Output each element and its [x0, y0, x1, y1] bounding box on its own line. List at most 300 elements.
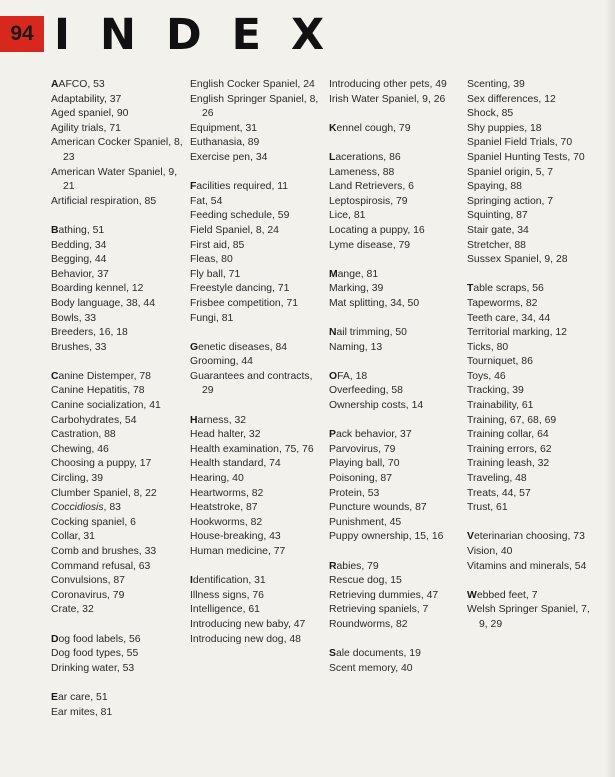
index-entry: [51, 603, 183, 618]
index-entry-text: Bedding, 34: [51, 239, 107, 251]
index-entry: [329, 93, 461, 108]
index-entry-text: Sussex Spaniel, 9, 28: [467, 254, 568, 266]
index-entry: [51, 93, 183, 108]
index-entry: [467, 560, 599, 575]
section-spacer: [190, 326, 322, 341]
index-entry: [190, 589, 322, 604]
index-entry: [190, 428, 322, 443]
index-entry-text: Brushes, 33: [51, 341, 107, 353]
section-initial-letter: H: [190, 414, 198, 426]
index-entry-text: acerations, 86: [335, 151, 401, 163]
section-spacer: [190, 399, 322, 414]
index-entry-text: Puncture wounds, 87: [329, 502, 427, 514]
index-entry-text: Playing ball, 70: [329, 458, 400, 470]
section-initial-letter: A: [51, 79, 59, 90]
index-entry: [467, 282, 599, 297]
page-number: 94: [0, 16, 44, 52]
index-entry: [329, 472, 461, 487]
index-entry: [51, 312, 183, 327]
index-entry-text: Fat, 54: [190, 195, 223, 207]
index-entry-text: Canine Hepatitis, 78: [51, 385, 145, 397]
index-entry-text: Canine socialization, 41: [51, 400, 161, 412]
index-entry: [51, 647, 183, 662]
index-entry-text: Drinking water, 53: [51, 662, 135, 674]
index-entry-text: Frisbee competition, 71: [190, 297, 299, 309]
index-entry: [51, 78, 183, 93]
index-entry: [190, 136, 322, 151]
index-entry-text: Chewing, 46: [51, 443, 109, 455]
index-entry-text: Springing action, 7: [467, 195, 554, 207]
index-entry-text: Vitamins and minerals, 54: [467, 560, 587, 572]
index-entry-text: Ticks, 80: [467, 341, 509, 353]
index-entry-text: Grooming, 44: [190, 356, 253, 368]
index-entry-text: Begging, 44: [51, 254, 107, 266]
index-entry-text: Territorial marking, 12: [467, 327, 567, 339]
index-entry: [329, 209, 461, 224]
index-entry: [51, 589, 183, 604]
index-entry-text: Heatstroke, 87: [190, 502, 258, 514]
index-entry: [329, 443, 461, 458]
index-entry: [51, 326, 183, 341]
section-initial-letter: N: [329, 327, 337, 339]
index-entry-text: ennel cough, 79: [336, 122, 411, 134]
index-entry: [467, 370, 599, 385]
index-column-3: [329, 78, 461, 676]
index-entry: [467, 487, 599, 502]
index-entry-text: Heartworms, 82: [190, 487, 264, 499]
index-entry: [329, 501, 461, 516]
index-entry-text: Marking, 39: [329, 283, 384, 295]
index-entry: [467, 472, 599, 487]
index-entry-text: Spaniel Hunting Tests, 70: [467, 151, 585, 163]
index-entry-text: Artificial respiration, 85: [51, 195, 157, 207]
index-entry-text: Training, 67, 68, 69: [467, 414, 557, 426]
index-entry-text: Fungi, 81: [190, 312, 234, 324]
index-entry: [329, 282, 461, 297]
index-entry: [467, 209, 599, 224]
index-entry-text: Trust, 61: [467, 502, 508, 514]
section-initial-letter: C: [51, 370, 59, 382]
index-entry: [51, 706, 183, 721]
section-initial-letter: F: [190, 181, 197, 193]
index-entry-text: eterinarian choosing, 73: [473, 531, 585, 543]
index-entry: [329, 268, 461, 283]
index-entry: [51, 472, 183, 487]
index-column-1: [51, 78, 183, 720]
index-entry: [51, 224, 183, 239]
index-entry: [190, 457, 322, 472]
section-initial-letter: S: [329, 648, 336, 660]
index-entry: [51, 239, 183, 254]
index-entry-text: Stretcher, 88: [467, 239, 526, 251]
section-spacer: [329, 312, 461, 327]
index-entry: [190, 618, 322, 633]
index-entry-text: Body language, 38, 44: [51, 297, 155, 309]
index-entry-text: Land Retrievers, 6: [329, 181, 414, 193]
index-entry: [467, 341, 599, 356]
index-entry: [329, 647, 461, 662]
index-entry: [51, 370, 183, 385]
index-entry-text: Spaying, 88: [467, 181, 522, 193]
index-entry-text: Overfeeding, 58: [329, 385, 403, 397]
index-entry-text: Squinting, 87: [467, 210, 528, 222]
index-entry: [467, 414, 599, 429]
index-entry-text: English Springer Spaniel, 8, 26: [190, 93, 319, 120]
index-entry: [190, 443, 322, 458]
index-entry-text: ar care, 51: [57, 691, 108, 703]
index-entry-text: Lice, 81: [329, 210, 366, 222]
index-entry: [51, 107, 183, 122]
index-entry-text: athing, 51: [58, 224, 105, 236]
index-entry-text: Aged spaniel, 90: [51, 108, 129, 120]
index-entry: [329, 428, 461, 443]
index-entry-text: Spaniel origin, 5, 7: [467, 166, 554, 178]
index-entry: [467, 457, 599, 472]
index-entry-text: Head halter, 32: [190, 429, 261, 441]
index-entry-text: Hookworms, 82: [190, 516, 263, 528]
index-entry-text: Bowls, 33: [51, 312, 97, 324]
index-entry: [467, 428, 599, 443]
section-spacer: [467, 516, 599, 531]
index-entry-text: Hearing, 40: [190, 473, 244, 485]
index-entry: [51, 560, 183, 575]
index-entry-text: Traveling, 48: [467, 473, 527, 485]
index-entry: [190, 224, 322, 239]
index-entry: [467, 151, 599, 166]
index-entry-text: Lameness, 88: [329, 166, 395, 178]
section-spacer: [329, 107, 461, 122]
section-spacer: [190, 166, 322, 181]
index-entry-text: ebbed feet, 7: [476, 589, 538, 601]
index-entry-text: First aid, 85: [190, 239, 245, 251]
index-entry: [51, 662, 183, 677]
index-entry: [329, 166, 461, 181]
index-entry: [190, 282, 322, 297]
index-entry-text: Comb and brushes, 33: [51, 546, 157, 557]
index-entry-text: Carbohydrates, 54: [51, 414, 137, 426]
index-entry-text: Agility trials, 71: [51, 122, 121, 134]
index-entry: [51, 195, 183, 210]
index-entry-text: ange, 81: [337, 268, 379, 280]
index-entry: [329, 78, 461, 93]
page-gutter-shadow: [605, 0, 615, 777]
index-entry: [467, 224, 599, 239]
index-entry-text: Feeding schedule, 59: [190, 210, 290, 222]
index-entry: [329, 516, 461, 531]
index-entry-text: Collar, 31: [51, 531, 95, 543]
section-spacer: [51, 618, 183, 633]
index-entry: [51, 545, 183, 560]
index-entry: [190, 545, 322, 560]
index-entry: [51, 136, 183, 165]
index-entry: [467, 545, 599, 560]
index-entry: [190, 253, 322, 268]
index-entry: [190, 516, 322, 531]
index-entry-pages: , 83: [103, 502, 121, 514]
index-entry-text: Convulsions, 87: [51, 575, 125, 587]
index-entry: [190, 151, 322, 166]
index-entry-text: able scraps, 56: [473, 283, 544, 295]
index-entry: [329, 370, 461, 385]
index-entry-text: arness, 32: [197, 414, 247, 426]
index-entry: [467, 326, 599, 341]
index-entry: [467, 399, 599, 414]
index-entry-text: Tourniquet, 86: [467, 356, 533, 368]
index-entry: [190, 633, 322, 648]
index-entry-text: Poisoning, 87: [329, 473, 392, 485]
index-entry: [190, 195, 322, 210]
index-entry-text: English Cocker Spaniel, 24: [190, 79, 315, 90]
section-initial-letter: W: [467, 589, 477, 601]
index-entry-text: House-breaking, 43: [190, 531, 281, 543]
index-entry-text: Retrieving spaniels, 7: [329, 604, 429, 616]
index-entry-text: Command refusal, 63: [51, 560, 151, 572]
index-entry-text: Naming, 13: [329, 341, 383, 353]
section-initial-letter: B: [51, 224, 59, 236]
index-entry: [329, 341, 461, 356]
index-entry-text: American Water Spaniel, 9, 21: [51, 166, 178, 193]
index-entry-text: Mat splitting, 34, 50: [329, 297, 420, 309]
index-entry: [51, 428, 183, 443]
index-entry: [329, 224, 461, 239]
index-entry-text: Introducing other pets, 49: [329, 79, 447, 90]
section-spacer: [190, 560, 322, 575]
index-entry-text: Tracking, 39: [467, 385, 524, 397]
index-entry-text: Coronavirus, 79: [51, 589, 125, 601]
index-entry-text: Adaptability, 37: [51, 93, 122, 105]
index-entry: [329, 603, 461, 618]
section-spacer: [51, 209, 183, 224]
index-entry: [51, 487, 183, 502]
index-entry-text: Shy puppies, 18: [467, 122, 542, 134]
section-initial-letter: M: [329, 268, 338, 280]
index-entry-text: Protein, 53: [329, 487, 380, 499]
index-entry-text: Parvovirus, 79: [329, 443, 396, 455]
index-entry-text: Guarantees and contracts, 29: [190, 370, 313, 397]
index-entry: [329, 399, 461, 414]
index-entry-text: og food labels, 56: [58, 633, 141, 645]
index-entry-text: AFCO, 53: [58, 79, 105, 90]
index-entry-text: Treats, 44, 57: [467, 487, 531, 499]
index-entry: [190, 487, 322, 502]
index-entry: [51, 297, 183, 312]
index-entry: [467, 136, 599, 151]
page-title: INDEX: [54, 10, 355, 60]
index-entry: [329, 326, 461, 341]
index-entry-text: Fleas, 80: [190, 254, 233, 266]
index-entry: [190, 501, 322, 516]
index-entry: [467, 501, 599, 516]
index-entry-text: Cocking spaniel, 6: [51, 516, 136, 528]
index-entry-text: Punishment, 45: [329, 516, 402, 528]
index-entry: [190, 530, 322, 545]
index-entry-text: Dog food types, 55: [51, 648, 139, 660]
index-entry-text: anine Distemper, 78: [58, 370, 151, 382]
index-entry: [329, 122, 461, 137]
section-spacer: [329, 253, 461, 268]
index-entry: [329, 560, 461, 575]
index-entry-text: Choosing a puppy, 17: [51, 458, 152, 470]
index-entry-text: Introducing new dog, 48: [190, 633, 301, 645]
section-spacer: [329, 633, 461, 648]
index-entry: [329, 618, 461, 633]
index-entry: [51, 253, 183, 268]
index-entry-text: Puppy ownership, 15, 16: [329, 531, 444, 543]
index-entry-text: Shock, 85: [467, 108, 514, 120]
section-initial-letter: K: [329, 122, 337, 134]
index-entry-text: Spaniel Field Trials, 70: [467, 137, 573, 149]
index-entry-text: American Cocker Spaniel, 8, 23: [51, 137, 183, 163]
section-spacer: [51, 355, 183, 370]
section-spacer: [329, 414, 461, 429]
index-entry: [190, 209, 322, 224]
index-entry-text: ail trimming, 50: [336, 327, 407, 339]
index-entry: [467, 107, 599, 122]
index-entry: [51, 530, 183, 545]
index-entry: [329, 487, 461, 502]
index-entry-text: Castration, 88: [51, 429, 116, 441]
index-entry: [329, 589, 461, 604]
section-initial-letter: R: [329, 560, 337, 572]
index-entry: [190, 603, 322, 618]
index-entry-text: enetic diseases, 84: [198, 341, 288, 353]
index-entry-text: Training collar, 64: [467, 429, 549, 441]
index-entry: [190, 78, 322, 93]
index-entry-text: Rescue dog, 15: [329, 575, 402, 587]
index-entry-text: Locating a puppy, 16: [329, 224, 425, 236]
section-spacer: [329, 136, 461, 151]
index-entry: [467, 166, 599, 181]
index-entry: [329, 180, 461, 195]
index-entry-text: Intelligence, 61: [190, 604, 260, 616]
index-entry: [51, 166, 183, 195]
index-entry: [190, 414, 322, 429]
index-entry: [51, 268, 183, 283]
index-entry-text: Health examination, 75, 76: [190, 443, 314, 455]
index-entry: [467, 384, 599, 399]
section-spacer: [467, 268, 599, 283]
index-entry-text: Introducing new baby, 47: [190, 618, 306, 630]
index-entry: [467, 530, 599, 545]
index-entry: [190, 297, 322, 312]
section-initial-letter: D: [51, 633, 59, 645]
index-entry: [51, 501, 183, 516]
section-initial-letter: P: [329, 429, 336, 441]
index-entry: [467, 355, 599, 370]
section-spacer: [329, 545, 461, 560]
index-entry: [190, 312, 322, 327]
index-entry-text: Crate, 32: [51, 604, 94, 616]
section-initial-letter: L: [329, 151, 336, 163]
index-entry: [329, 662, 461, 677]
index-entry-text: Boarding kennel, 12: [51, 283, 144, 295]
index-entry-text: Ear mites, 81: [51, 706, 113, 718]
index-entry: [51, 691, 183, 706]
index-entry: [329, 297, 461, 312]
index-entry: [467, 603, 599, 632]
section-initial-letter: T: [467, 283, 474, 295]
index-entry: [190, 574, 322, 589]
index-entry: [467, 239, 599, 254]
section-initial-letter: V: [467, 531, 474, 543]
index-entry: [329, 574, 461, 589]
index-entry-text: Circling, 39: [51, 473, 103, 485]
index-entry: [467, 253, 599, 268]
index-entry-text: Behavior, 37: [51, 268, 109, 280]
index-entry-text: Illness signs, 76: [190, 589, 264, 601]
index-entry: [467, 312, 599, 327]
index-entry-text: Equipment, 31: [190, 122, 258, 134]
index-entry: [467, 78, 599, 93]
index-entry-text: Vision, 40: [467, 546, 513, 557]
index-entry: [51, 384, 183, 399]
section-spacer: [329, 355, 461, 370]
index-entry: [51, 516, 183, 531]
index-entry-text: Freestyle dancing, 71: [190, 283, 290, 295]
index-entry-text: Scent memory, 40: [329, 662, 413, 674]
index-entry-text: Field Spaniel, 8, 24: [190, 224, 279, 236]
index-entry-text: Teeth care, 34, 44: [467, 312, 551, 324]
index-entry-text: acilities required, 11: [196, 181, 288, 193]
index-entry: [190, 122, 322, 137]
index-entry-text: Toys, 46: [467, 370, 506, 382]
index-entry: [329, 457, 461, 472]
index-entry-text: Leptospirosis, 79: [329, 195, 408, 207]
index-entry: [467, 589, 599, 604]
index-entry: [190, 239, 322, 254]
index-entry: [51, 122, 183, 137]
index-entry: [190, 93, 322, 122]
section-spacer: [467, 574, 599, 589]
section-initial-letter: E: [51, 691, 58, 703]
index-entry-text: Scenting, 39: [467, 79, 525, 90]
index-entry-text: Euthanasia, 89: [190, 137, 260, 149]
index-entry: [190, 341, 322, 356]
index-entry-text: Health standard, 74: [190, 458, 281, 470]
index-entry-text: ale documents, 19: [335, 648, 421, 660]
index-entry: [190, 180, 322, 195]
section-initial-letter: O: [329, 370, 338, 382]
index-entry: [190, 472, 322, 487]
index-entry-text: Training leash, 32: [467, 458, 550, 470]
index-entry: [467, 195, 599, 210]
index-entry-text: abies, 79: [336, 560, 379, 572]
index-entry-text: Welsh Springer Spaniel, 7, 9, 29: [467, 604, 590, 630]
index-entry: [51, 341, 183, 356]
index-entry: [51, 443, 183, 458]
index-entry-text: Sex differences, 12: [467, 93, 556, 105]
index-entry-text: Retrieving dummies, 47: [329, 589, 439, 601]
index-entry: [329, 151, 461, 166]
section-spacer: [51, 676, 183, 691]
index-entry-text: Trainability, 61: [467, 400, 534, 412]
index-entry-text: Exercise pen, 34: [190, 151, 268, 163]
index-entry-text: dentification, 31: [192, 575, 266, 587]
index-entry: [190, 370, 322, 399]
index-entry: [51, 414, 183, 429]
index-entry: [467, 297, 599, 312]
index-entry: [51, 574, 183, 589]
index-entry: [467, 93, 599, 108]
section-initial-letter: I: [190, 575, 193, 587]
index-entry-text: Tapeworms, 82: [467, 297, 538, 309]
index-entry: [329, 384, 461, 399]
index-entry-text: Clumber Spaniel, 8, 22: [51, 487, 157, 499]
index-entry-text: ack behavior, 37: [335, 429, 412, 441]
index-entry-text: Roundworms, 82: [329, 618, 408, 630]
index-entry-text: Ownership costs, 14: [329, 400, 424, 412]
index-column-2: [190, 78, 322, 647]
